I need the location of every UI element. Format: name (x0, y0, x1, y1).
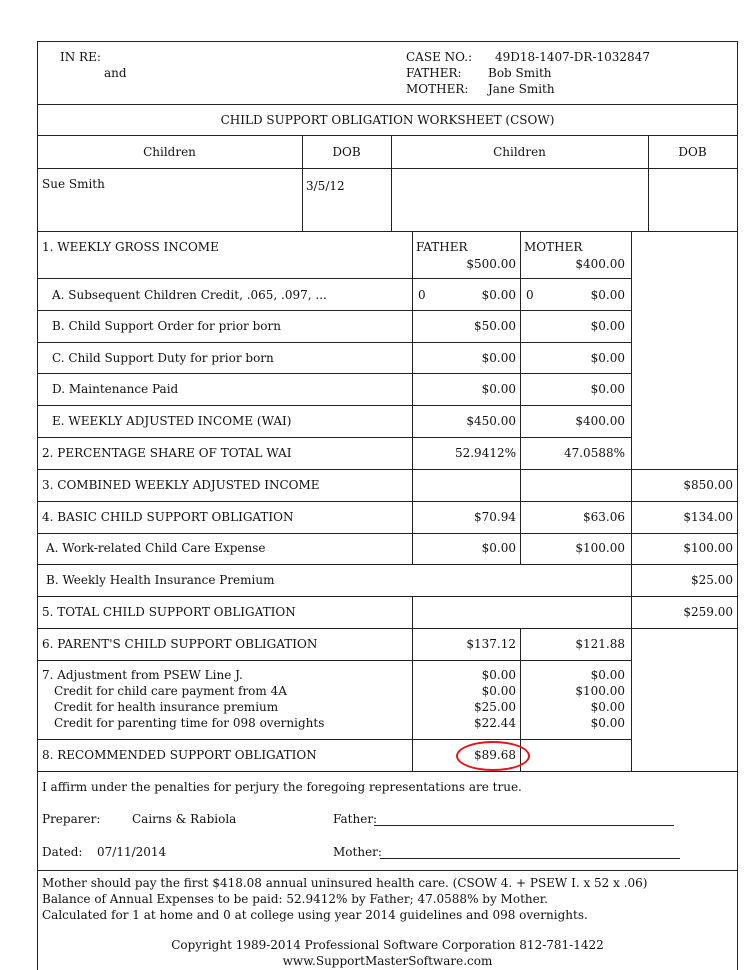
basic-obligation-label: 4. BASIC CHILD SUPPORT OBLIGATION (42, 510, 294, 524)
row-a-father-count: 0 (418, 288, 426, 302)
credit-health-mother: $0.00 (590, 700, 625, 714)
childcare-label: A. Work-related Child Care Expense (46, 541, 266, 555)
worksheet-title: CHILD SUPPORT OBLIGATION WORKSHEET (CSOW) (220, 113, 555, 127)
credit-parenting-label: Credit for parenting time for 098 overnights (54, 716, 325, 730)
col-children-2: Children (493, 145, 546, 159)
row-a-label: A. Subsequent Children Credit, .065, .097, ... (52, 288, 327, 302)
note-line: Mother should pay the first $418.08 annual uninsured health care. (CSOW 4. + PSEW I. x 52 x .06) (42, 876, 648, 890)
basic-obligation-mother: $63.06 (583, 510, 625, 524)
preparer-label: Preparer: (42, 812, 101, 826)
col-children-1: Children (143, 145, 196, 159)
case-no-label: CASE NO.: (406, 50, 473, 64)
combined-income-total: $850.00 (683, 478, 733, 492)
credit-parenting-father: $22.44 (474, 716, 516, 730)
recommended-obligation-father: $89.68 (474, 748, 516, 762)
copyright-text: Copyright 1989-2014 Professional Software Corporation 812-781-1422 (171, 938, 604, 952)
row-b-mother: $0.00 (590, 319, 625, 333)
weekly-gross-income-label: 1. WEEKLY GROSS INCOME (42, 240, 219, 254)
total-obligation-total: $259.00 (683, 605, 733, 619)
dated-label: Dated: (42, 845, 83, 859)
health-premium-total: $25.00 (691, 573, 733, 587)
row-d-father: $0.00 (481, 382, 516, 396)
and-label: and (104, 66, 127, 80)
row-b-father: $50.00 (474, 319, 516, 333)
father-col-header: FATHER (416, 240, 468, 254)
note-line: Calculated for 1 at home and 0 at college using year 2014 guidelines and 098 overnights. (42, 908, 588, 922)
adjustment-psew-label: 7. Adjustment from PSEW Line J. (42, 668, 243, 682)
mother-signature-label: Mother: (333, 845, 382, 859)
basic-obligation-father: $70.94 (474, 510, 516, 524)
dated-value: 07/11/2014 (97, 845, 167, 859)
in-re-label: IN RE: (60, 50, 101, 64)
row-d-mother: $0.00 (590, 382, 625, 396)
father-signature-label: Father: (333, 812, 378, 826)
col-dob-2: DOB (678, 145, 707, 159)
credit-health-label: Credit for health insurance premium (54, 700, 279, 714)
child-name: Sue Smith (42, 177, 105, 191)
child-dob: 3/5/12 (306, 179, 345, 193)
childcare-mother: $100.00 (575, 541, 625, 555)
basic-obligation-total: $134.00 (683, 510, 733, 524)
row-c-mother: $0.00 (590, 351, 625, 365)
father-label: FATHER: (406, 66, 462, 80)
credit-childcare-mother: $100.00 (575, 684, 625, 698)
adjustment-psew-mother: $0.00 (590, 668, 625, 682)
affirmation-text: I affirm under the penalties for perjury the foregoing representations are true. (42, 780, 522, 794)
row-d-label: D. Maintenance Paid (52, 382, 179, 396)
credit-childcare-father: $0.00 (481, 684, 516, 698)
father-gross-income: $500.00 (466, 257, 516, 271)
total-obligation-label: 5. TOTAL CHILD SUPPORT OBLIGATION (42, 605, 296, 619)
childcare-father: $0.00 (481, 541, 516, 555)
note-line: Balance of Annual Expenses to be paid: 52.9412% by Father; 47.0588% by Mother. (42, 892, 548, 906)
adjustment-psew-father: $0.00 (481, 668, 516, 682)
parent-obligation-label: 6. PARENT'S CHILD SUPPORT OBLIGATION (42, 637, 318, 651)
row-a-mother: $0.00 (590, 288, 625, 302)
credit-childcare-label: Credit for child care payment from 4A (54, 684, 287, 698)
childcare-total: $100.00 (683, 541, 733, 555)
recommended-obligation-label: 8. RECOMMENDED SUPPORT OBLIGATION (42, 748, 317, 762)
parent-obligation-mother: $121.88 (575, 637, 625, 651)
row-a-mother-count: 0 (526, 288, 534, 302)
preparer-value: Cairns & Rabiola (132, 812, 237, 826)
health-premium-label: B. Weekly Health Insurance Premium (46, 573, 275, 587)
mother-label: MOTHER: (406, 82, 469, 96)
row-e-father: $450.00 (466, 414, 516, 428)
website-text: www.SupportMasterSoftware.com (282, 954, 493, 968)
row-c-father: $0.00 (481, 351, 516, 365)
pct-share-mother: 47.0588% (563, 446, 625, 460)
col-dob-1: DOB (332, 145, 361, 159)
pct-share-father: 52.9412% (454, 446, 516, 460)
highlight-circle (456, 741, 530, 771)
row-a-father: $0.00 (481, 288, 516, 302)
mother-gross-income: $400.00 (575, 257, 625, 271)
parent-obligation-father: $137.12 (466, 637, 516, 651)
row-e-mother: $400.00 (575, 414, 625, 428)
mother-name: Jane Smith (488, 82, 555, 96)
row-e-label: E. WEEKLY ADJUSTED INCOME (WAI) (52, 414, 292, 428)
combined-income-label: 3. COMBINED WEEKLY ADJUSTED INCOME (42, 478, 320, 492)
father-name: Bob Smith (488, 66, 552, 80)
mother-col-header: MOTHER (524, 240, 583, 254)
row-b-label: B. Child Support Order for prior born (52, 319, 281, 333)
row-c-label: C. Child Support Duty for prior born (52, 351, 274, 365)
credit-parenting-mother: $0.00 (590, 716, 625, 730)
pct-share-label: 2. PERCENTAGE SHARE OF TOTAL WAI (42, 446, 292, 460)
credit-health-father: $25.00 (474, 700, 516, 714)
case-no-value: 49D18-1407-DR-1032847 (495, 50, 650, 64)
